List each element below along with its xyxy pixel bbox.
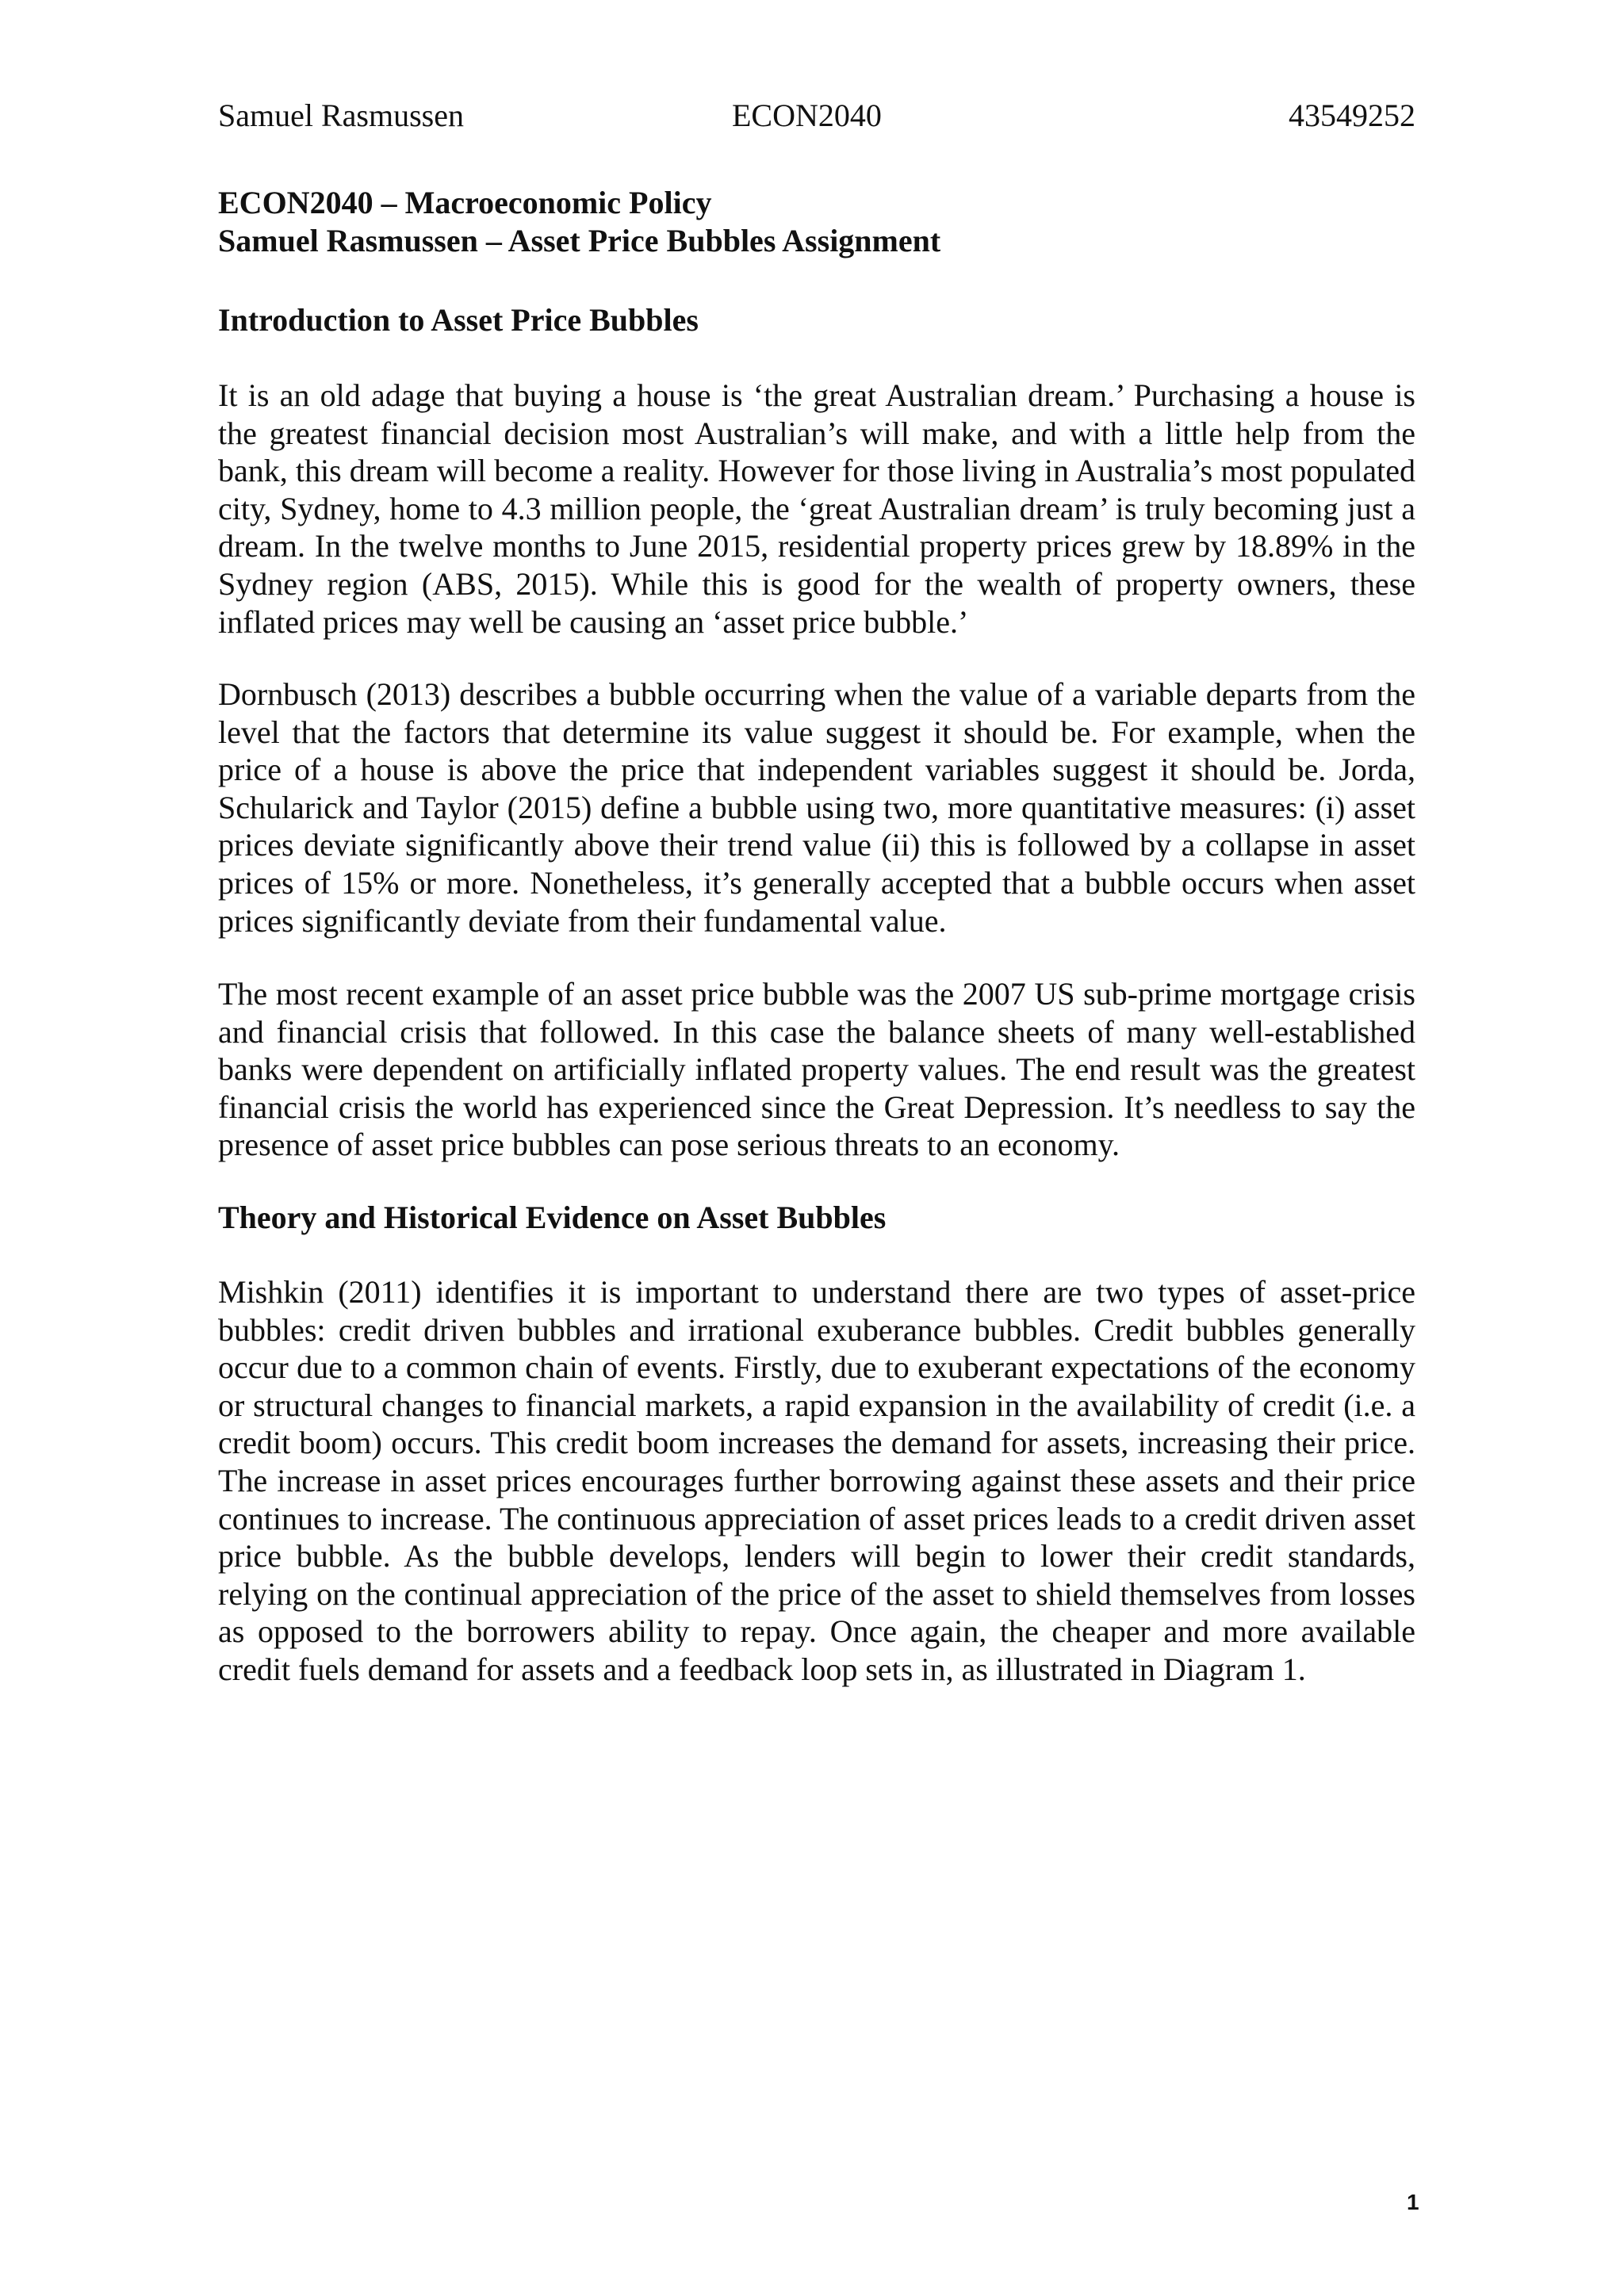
header-course-code: ECON2040	[732, 98, 882, 133]
intro-paragraph-1: It is an old adage that buying a house is ‘the great Australian dream.’ Purchasing a house is the greatest financial decision most Australian’s will make, and with a little help from the bank, this dream will become a reality. However for those living in Australia’s most populated city, Sydney, home to 4.3 million people, the ‘great Australian dream’ is truly becoming just a dream. In the twelve months to June 2015, residential property prices grew by 18.89% in the Sydney region (ABS, 2015). While this is good for the wealth of property owners, these inflated prices may well be causing an ‘asset price bubble.’	[218, 377, 1415, 640]
intro-paragraph-2: Dornbusch (2013) describes a bubble occurring when the value of a variable departs from the level that the factors that determine its value suggest it should be. For example, when the price of a house is above the price that independent variables suggest it should be. Jorda, Schularick and Taylor (2015) define a bubble using two, more quantitative measures: (i) asset prices deviate significantly above their trend value (ii) this is followed by a collapse in asset prices of 15% or more. Nonetheless, it’s generally accepted that a bubble occurs when asset prices significantly deviate from their fundamental value.	[218, 676, 1415, 939]
title-course-line: ECON2040 – Macroeconomic Policy	[218, 185, 712, 220]
header-author: Samuel Rasmussen	[218, 98, 464, 133]
document-title	[218, 184, 1415, 260]
page-number: 1	[1407, 2190, 1419, 2214]
theory-paragraph-1: Mishkin (2011) identifies it is important to understand there are two types of asset-price bubbles: credit driven bubbles and irrational exuberance bubbles. Credit bubbles generally occur due to a common chain of events. Firstly, due to exuberant expectations of the economy or structural changes to financial markets, a rapid expansion in the availability of credit (i.e. a credit boom) occurs. This credit boom increases the demand for assets, increasing their price. The increase in asset prices encourages further borrowing against these assets and their price continues to increase. The continuous appreciation of asset prices leads to a credit driven asset price bubble. As the bubble develops, lenders will begin to lower their credit standards, relying on the continual appreciation of the price of the asset to shield themselves from losses as opposed to the borrowers ability to repay. Once again, the cheaper and more available credit fuels demand for assets and a feedback loop sets in, as illustrated in Diagram 1.	[218, 1274, 1415, 1687]
section-heading-theory: Theory and Historical Evidence on Asset Bubbles	[218, 1200, 887, 1235]
header-student-id: 43549252	[1289, 98, 1415, 133]
title-assignment-line: Samuel Rasmussen – Asset Price Bubbles Assignment	[218, 223, 941, 258]
page-header	[218, 97, 1415, 136]
intro-paragraph-3: The most recent example of an asset price bubble was the 2007 US sub-prime mortgage crisis and financial crisis that followed. In this case the balance sheets of many well-established banks were dependent on artificially inflated property values. The end result was the greatest financial crisis the world has experienced since the Great Depression. It’s needless to say the presence of asset price bubbles can pose serious threats to an economy.	[218, 976, 1415, 1163]
section-heading-introduction: Introduction to Asset Price Bubbles	[218, 302, 699, 338]
